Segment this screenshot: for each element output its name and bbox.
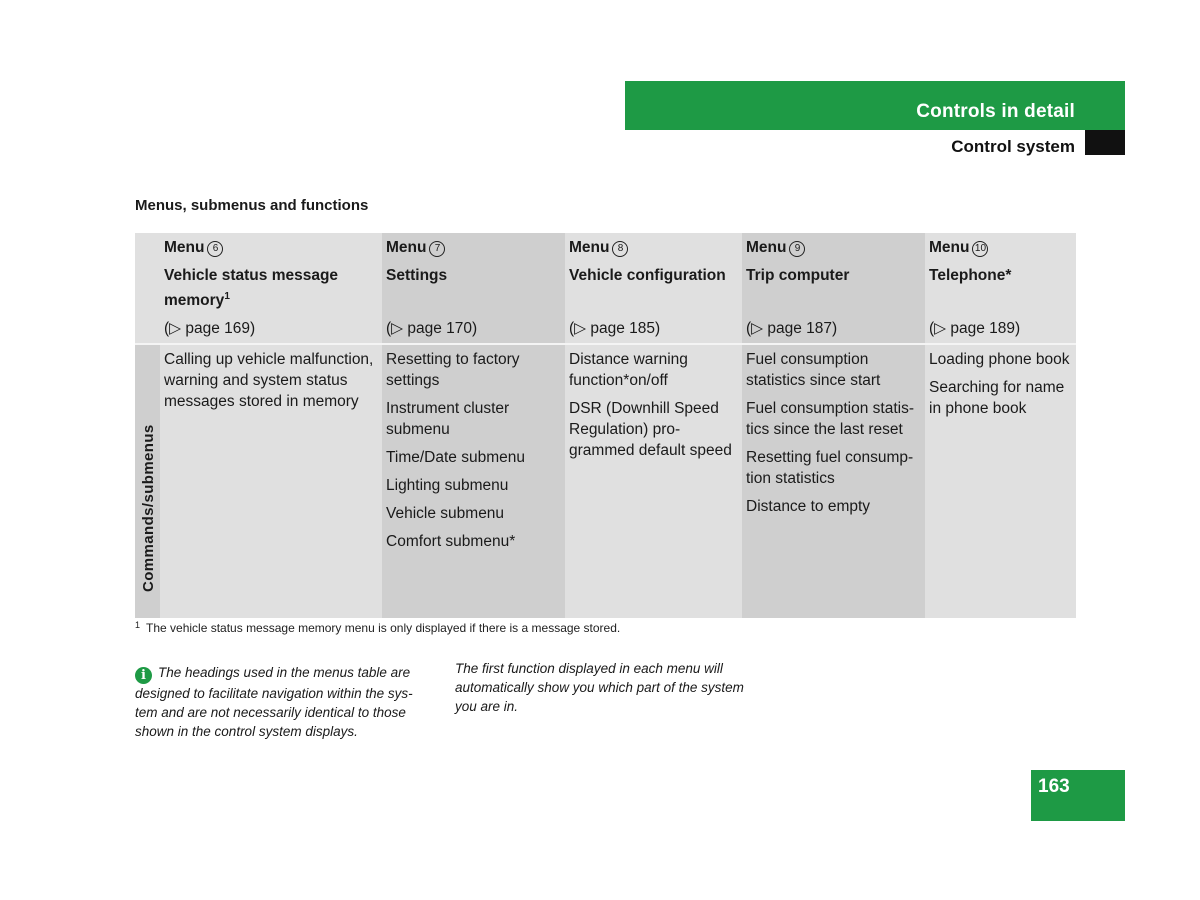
commands-cell xyxy=(742,344,925,618)
command-item: Lighting submenu xyxy=(386,477,509,495)
command-item: Fuel consumption statis-tics since the last reset xyxy=(746,400,914,439)
commands-cell xyxy=(160,344,382,618)
page-reference: (▷ page 170) xyxy=(382,311,565,344)
side-label-cell xyxy=(135,344,160,618)
menu-header-cell: Menu 7 Settings xyxy=(382,233,565,311)
command-item: Vehicle submenu xyxy=(386,505,505,523)
footnote-marker: 1 xyxy=(135,620,141,630)
command-item: Time/Date submenu xyxy=(386,449,525,467)
page-number-box xyxy=(1031,770,1125,821)
footnote-marker: 1 xyxy=(224,291,230,302)
menu-title: Telephone* xyxy=(929,267,1012,284)
footnote-text: The vehicle status message memory menu is only displayed if there is a message stored. xyxy=(146,621,621,635)
command-item: Comfort submenu* xyxy=(386,533,516,551)
menu-title: Trip computer xyxy=(746,267,850,284)
menu-header-cell: Menu 10 Telephone* xyxy=(925,233,1076,311)
command-item: Searching for name in phone book xyxy=(929,379,1065,418)
menu-title: Vehicle configuration xyxy=(569,267,726,284)
circled-number-9: 9 xyxy=(789,241,805,257)
commands-cell xyxy=(925,344,1076,618)
command-item: Distance to empty xyxy=(746,498,871,516)
page-number: 163 xyxy=(1038,776,1070,797)
command-item: Resetting fuel consump-tion statistics xyxy=(746,449,914,488)
section-marker xyxy=(1085,130,1125,155)
page-reference: (▷ page 187) xyxy=(742,311,925,344)
page-reference: (▷ page 189) xyxy=(925,311,1076,344)
menu-title: Vehicle status message memory xyxy=(164,267,339,310)
menu-header-row xyxy=(135,233,1076,311)
commands-row xyxy=(135,344,1076,618)
commands-cell xyxy=(565,344,742,618)
info-note xyxy=(135,663,435,741)
section-title: Control system xyxy=(951,137,1075,156)
commands-cell xyxy=(382,344,565,618)
command-item: Resetting to factory settings xyxy=(386,351,520,390)
page-reference: (▷ page 169) xyxy=(160,311,382,344)
command-item: DSR (Downhill Speed Regulation) pro-grammed default speed xyxy=(569,400,732,460)
tip-note: The first function displayed in each menu will automatically show you which part of the system you are in. xyxy=(455,661,744,714)
chapter-header-bar xyxy=(625,81,1125,130)
menu-title: Settings xyxy=(386,267,448,284)
circled-number-6: 6 xyxy=(207,241,223,257)
side-label: Commands/submenus xyxy=(140,424,157,592)
info-note-text: The headings used in the menus table are designed to facilitate navigation within the sys-tem and are not necessarily identical to those shown in the control system displays. xyxy=(135,665,413,739)
menu-header-cell: Menu 8 Vehicle configuration xyxy=(565,233,742,311)
page-reference: (▷ page 185) xyxy=(565,311,742,344)
circled-number-10: 10 xyxy=(972,241,988,257)
page-reference-row xyxy=(135,311,1076,344)
info-icon: i xyxy=(135,667,152,684)
command-item: Fuel consumption statistics since start xyxy=(746,351,881,390)
circled-number-8: 8 xyxy=(612,241,628,257)
menu-header-cell: Menu 9 Trip computer xyxy=(742,233,925,311)
chapter-title: Controls in detail xyxy=(916,101,1075,122)
circled-number-7: 7 xyxy=(429,241,445,257)
menus-table xyxy=(135,233,1076,618)
table-heading: Menus, submenus and functions xyxy=(135,197,369,214)
table-footnote xyxy=(135,620,620,635)
command-item: Loading phone book xyxy=(929,351,1070,369)
command-item: Distance warning function*on/off xyxy=(569,351,688,390)
command-item: Instrument cluster submenu xyxy=(386,400,510,439)
command-item: Calling up vehicle malfunction, warning and system status messages stored in memory xyxy=(164,351,374,411)
menu-header-cell: Menu 6 Vehicle status message memory$^1$ xyxy=(160,233,382,311)
